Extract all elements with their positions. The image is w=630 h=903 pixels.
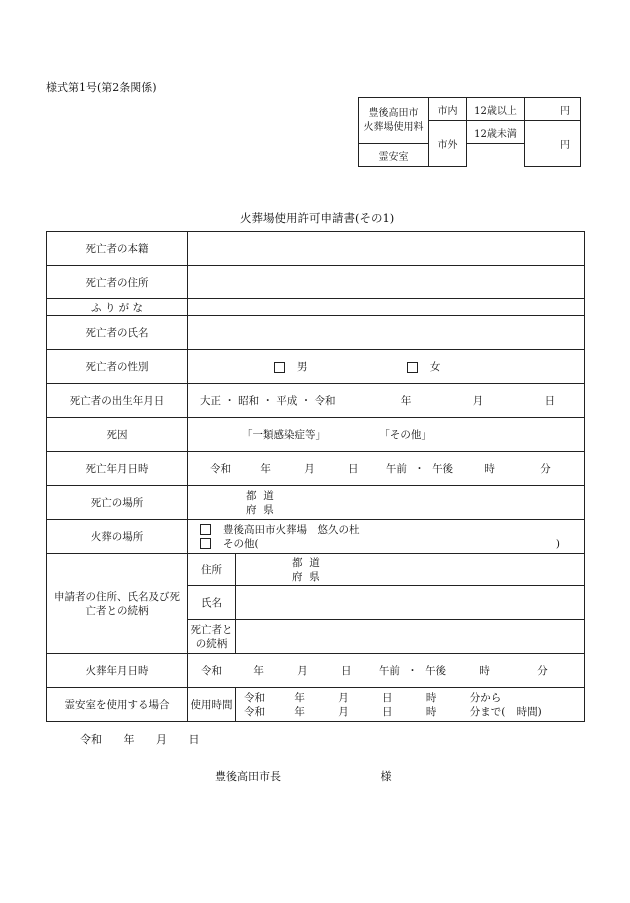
- field-furigana[interactable]: [188, 299, 585, 316]
- field-birth[interactable]: 大正 ・ 昭和 ・ 平成 ・ 令和 年 月 日: [188, 384, 585, 418]
- field-cause[interactable]: 「一類感染症等」 「その他」: [188, 418, 585, 452]
- application-form: [46, 231, 585, 722]
- label-cremation-place: 火葬の場所: [47, 520, 188, 554]
- field-sex: 男 女: [188, 350, 585, 384]
- field-honseki[interactable]: [188, 232, 585, 266]
- application-date: 令和 年 月 日: [80, 733, 200, 746]
- fee-age12-over: 12歳以上: [467, 98, 525, 121]
- addressee: 豊後高田市長 様: [215, 770, 392, 783]
- fee-inside: 市内: [429, 98, 467, 121]
- male-checkbox[interactable]: [274, 362, 285, 373]
- label-cremation-datetime: 火葬年月日時: [47, 654, 188, 688]
- fee-age12-under: 12歳未満: [467, 121, 525, 144]
- label-birth: 死亡者の出生年月日: [47, 384, 188, 418]
- label-applicant-address: 住所: [188, 554, 236, 586]
- applicant-prefecture-stack: 都 道 府 県: [292, 556, 320, 583]
- label-use-time: 使用時間: [188, 688, 236, 722]
- label-name: 死亡者の氏名: [47, 316, 188, 350]
- field-cremation-place: 豊後高田市火葬場 悠久の杜 その他( ): [188, 520, 585, 554]
- document-title: 火葬場使用許可申請書(その1): [240, 211, 395, 225]
- label-applicant-relation: 死亡者との続柄: [188, 620, 236, 654]
- label-sex: 死亡者の性別: [47, 350, 188, 384]
- fee-title: 豊後高田市 火葬場使用料: [359, 98, 429, 144]
- label-furigana: ふ り が な: [47, 299, 188, 316]
- form-number: 様式第1号(第2条関係): [46, 81, 157, 94]
- fee-yen-outside: 円: [525, 121, 581, 167]
- label-honseki: 死亡者の本籍: [47, 232, 188, 266]
- field-death-place[interactable]: [188, 486, 585, 520]
- field-applicant-relation[interactable]: [236, 620, 585, 654]
- female-checkbox[interactable]: [407, 362, 418, 373]
- field-name[interactable]: [188, 316, 585, 350]
- field-death-datetime[interactable]: 令和 年 月 日 午前 ・ 午後 時 分: [188, 452, 585, 486]
- prefecture-stack: 都 道 府 県: [246, 489, 274, 516]
- label-cause: 死因: [47, 418, 188, 452]
- field-use-time[interactable]: 令和 年 月 日 時 分から 令和 年 月 日 時 分まで( 時間): [236, 688, 585, 722]
- fee-reian: 霊安室: [359, 144, 429, 167]
- fee-table: [358, 97, 581, 167]
- field-address[interactable]: [188, 266, 585, 299]
- field-cremation-datetime[interactable]: 令和 年 月 日 午前 ・ 午後 時 分: [188, 654, 585, 688]
- label-death-place: 死亡の場所: [47, 486, 188, 520]
- cremation-place-option1-checkbox[interactable]: [200, 524, 211, 535]
- field-applicant-address[interactable]: [236, 554, 585, 586]
- field-applicant-name[interactable]: [236, 586, 585, 620]
- label-applicant-name: 氏名: [188, 586, 236, 620]
- fee-outside: 市外: [429, 121, 467, 167]
- label-address: 死亡者の住所: [47, 266, 188, 299]
- label-applicant: 申請者の住所、氏名及び死亡者との続柄: [47, 554, 188, 654]
- label-reian-use: 霊安室を使用する場合: [47, 688, 188, 722]
- fee-yen-inside: 円: [525, 98, 581, 121]
- cremation-place-option2-checkbox[interactable]: [200, 538, 211, 549]
- label-death-datetime: 死亡年月日時: [47, 452, 188, 486]
